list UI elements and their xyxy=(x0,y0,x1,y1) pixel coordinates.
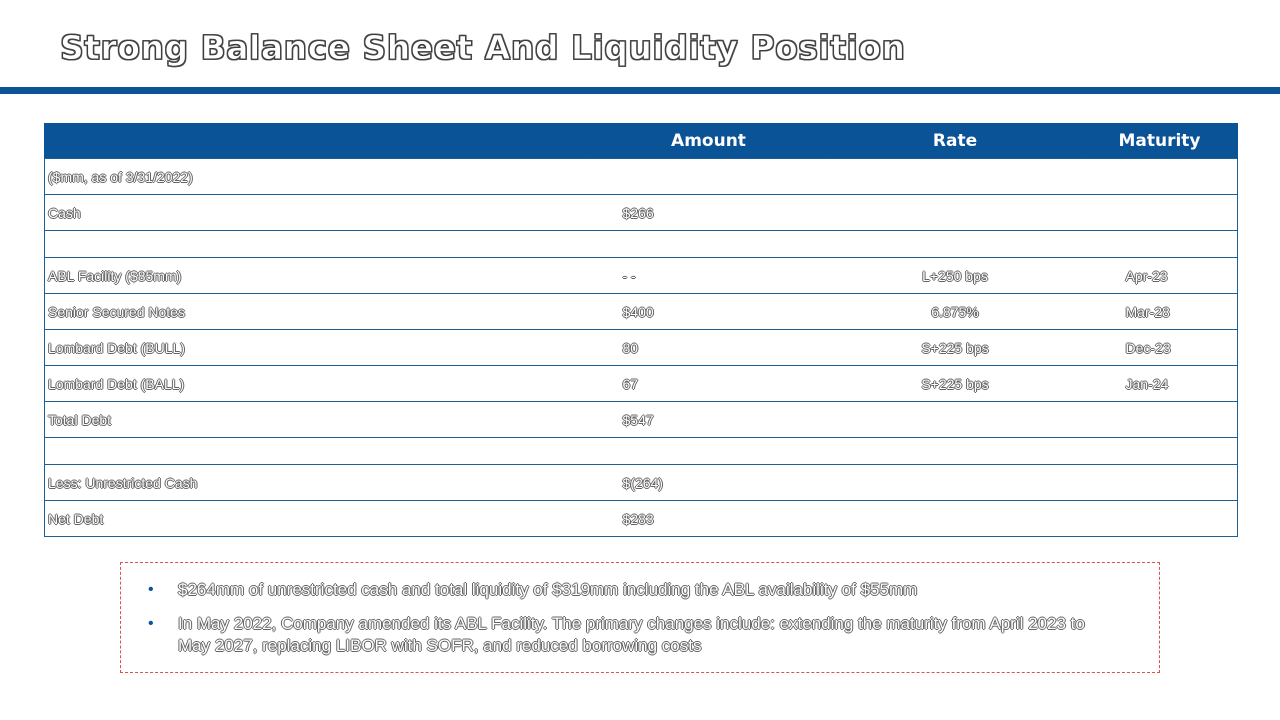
cell-maturity: Apr-23 xyxy=(1082,258,1238,294)
cell-amount: $283 xyxy=(589,501,829,537)
cell-rate xyxy=(829,159,1082,195)
cell-amount xyxy=(589,231,829,258)
cell-maturity xyxy=(1082,501,1238,537)
table-spacer-row xyxy=(45,231,1238,258)
key-points-list xyxy=(121,563,1159,657)
table-spacer-row xyxy=(45,438,1238,465)
header-amount: Amount xyxy=(589,123,829,159)
cell-label xyxy=(45,438,589,465)
cell-maturity xyxy=(1082,159,1238,195)
cell-amount: $(264) xyxy=(589,465,829,501)
cell-label: ABL Facility ($85mm) xyxy=(45,258,589,294)
key-point xyxy=(121,579,1159,601)
key-point-text: $264mm of unrestricted cash and total liquidity of $319mm including the ABL availability of $55mm xyxy=(178,580,918,599)
cell-amount: $266 xyxy=(589,195,829,231)
page-title: Strong Balance Sheet And Liquidity Position xyxy=(60,28,906,67)
cell-label: Total Debt xyxy=(45,402,589,438)
cell-amount xyxy=(589,438,829,465)
table-row xyxy=(45,330,1238,366)
table-header-row xyxy=(45,123,1238,159)
title-divider xyxy=(0,87,1280,94)
header-maturity: Maturity xyxy=(1082,123,1238,159)
cell-amount: $400 xyxy=(589,294,829,330)
cell-maturity xyxy=(1082,231,1238,258)
cell-rate xyxy=(829,465,1082,501)
table-body xyxy=(45,159,1238,537)
cell-rate xyxy=(829,231,1082,258)
cell-label: ($mm, as of 3/31/2022) xyxy=(45,159,589,195)
cell-maturity: Jan-24 xyxy=(1082,366,1238,402)
cell-maturity xyxy=(1082,402,1238,438)
cell-amount: 67 xyxy=(589,366,829,402)
cell-rate xyxy=(829,195,1082,231)
cell-rate: L+250 bps xyxy=(829,258,1082,294)
key-point xyxy=(121,613,1159,657)
table-row xyxy=(45,159,1238,195)
cell-label: Cash xyxy=(45,195,589,231)
cell-label: Less: Unrestricted Cash xyxy=(45,465,589,501)
header-rate: Rate xyxy=(829,123,1082,159)
cell-rate: S+225 bps xyxy=(829,330,1082,366)
cell-maturity: Mar-28 xyxy=(1082,294,1238,330)
bullet-icon: • xyxy=(148,581,154,598)
cell-label: Senior Secured Notes xyxy=(45,294,589,330)
cell-rate xyxy=(829,402,1082,438)
bullet-icon: • xyxy=(148,615,154,632)
cell-rate: 6.875% xyxy=(829,294,1082,330)
debt-table xyxy=(44,123,1238,537)
cell-maturity: Dec-23 xyxy=(1082,330,1238,366)
cell-maturity xyxy=(1082,438,1238,465)
key-points-box xyxy=(120,562,1160,673)
cell-amount: $547 xyxy=(589,402,829,438)
cell-amount xyxy=(589,159,829,195)
table-row xyxy=(45,402,1238,438)
cell-label: Net Debt xyxy=(45,501,589,537)
cell-maturity xyxy=(1082,465,1238,501)
table-row xyxy=(45,294,1238,330)
cell-amount: 80 xyxy=(589,330,829,366)
table-row xyxy=(45,501,1238,537)
cell-label: Lombard Debt (BULL) xyxy=(45,330,589,366)
header-label xyxy=(45,123,589,159)
cell-maturity xyxy=(1082,195,1238,231)
table-row xyxy=(45,258,1238,294)
cell-label xyxy=(45,231,589,258)
cell-rate: S+225 bps xyxy=(829,366,1082,402)
table-row xyxy=(45,195,1238,231)
cell-amount: - - xyxy=(589,258,829,294)
key-point-text: In May 2022, Company amended its ABL Facility. The primary changes include: extending the maturity from April 2023 to May 2027, replacing LIBOR with SOFR, and reduced borrowing costs xyxy=(178,614,1085,655)
table-row xyxy=(45,465,1238,501)
cell-rate xyxy=(829,438,1082,465)
table-row xyxy=(45,366,1238,402)
cell-label: Lombard Debt (BALL) xyxy=(45,366,589,402)
cell-rate xyxy=(829,501,1082,537)
